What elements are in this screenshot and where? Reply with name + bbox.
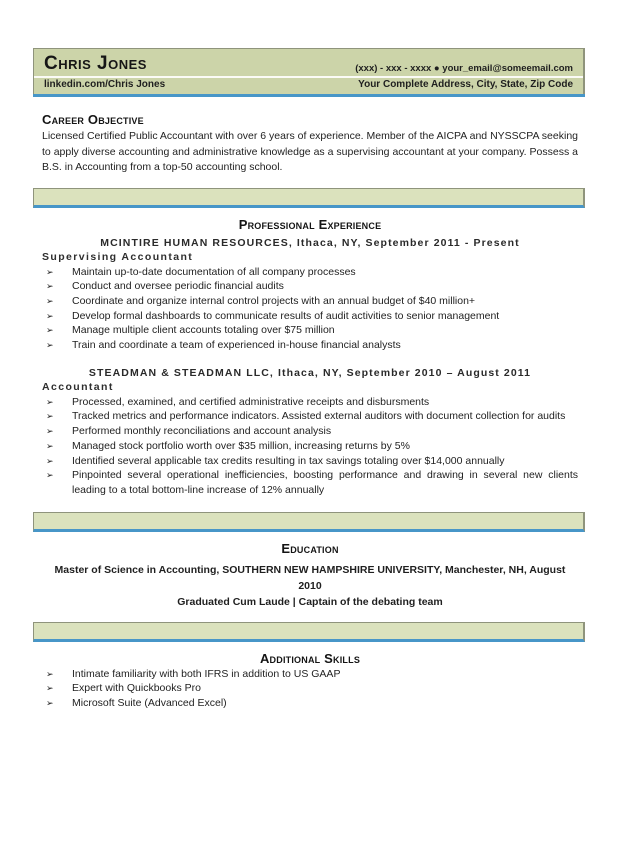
bullet-item <box>42 265 578 280</box>
bullet-item <box>42 681 578 696</box>
bullet-item <box>42 395 578 410</box>
bullet-text: Identified several applicable tax credits resulting in tax savings totaling over $14,000 annually <box>72 454 505 467</box>
bullet-item <box>42 468 578 497</box>
objective-paragraph: Licensed Certified Public Accountant with over 6 years of experience. Member of the AICPA and NYSSCPA seeking to apply diverse accounting and administrative knowledge as a supervising accountant at your company. Possess a B.S. in Accounting from a top-50 accounting school. <box>42 130 578 173</box>
bullet-item <box>42 439 578 454</box>
bullet-text: Processed, examined, and certified administrative receipts and disbursments <box>72 395 430 408</box>
header-underline <box>33 94 585 97</box>
section-divider-bar-1 <box>33 188 585 208</box>
arrow-bullet-icon: ➢ <box>46 295 54 306</box>
bullet-item <box>42 424 578 439</box>
bullet-text: Managed stock portfolio worth over $35 million, increasing returns by 5% <box>72 439 410 452</box>
education-degree-line: Master of Science in Accounting, SOUTHERN NEW HAMPSHIRE UNIVERSITY, Manchester, NH, August 2010 <box>54 563 566 592</box>
arrow-bullet-icon: ➢ <box>46 440 54 451</box>
arrow-bullet-icon: ➢ <box>46 668 54 679</box>
arrow-bullet-icon: ➢ <box>46 426 54 437</box>
education-honors-line: Graduated Cum Laude | Captain of the debating team <box>177 595 443 608</box>
section-divider-bar-3 <box>33 622 585 642</box>
bullet-item <box>42 409 578 424</box>
bullet-text: Coordinate and organize internal control projects with an annual budget of $40 million+ <box>72 294 476 307</box>
section-heading-education: Education <box>281 540 339 556</box>
arrow-bullet-icon: ➢ <box>46 340 54 351</box>
arrow-bullet-icon: ➢ <box>46 470 54 481</box>
job-role-supervising-accountant: Supervising Accountant <box>42 250 194 263</box>
bullet-text: Pinpointed several operational inefficiencies, boosting performance and drawing in several new clients leading to a total bottom-line increase of 12% annually <box>72 469 578 496</box>
resume-page <box>0 48 620 848</box>
arrow-bullet-icon: ➢ <box>46 325 54 336</box>
bullet-text: Maintain up-to-date documentation of all company processes <box>72 265 356 278</box>
header <box>33 48 585 94</box>
bullet-item <box>42 323 578 338</box>
arrow-bullet-icon: ➢ <box>46 698 54 709</box>
bullet-text: Microsoft Suite (Advanced Excel) <box>72 697 227 710</box>
address-text: Your Complete Address, City, State, Zip Code <box>358 79 573 90</box>
bullet-item <box>42 696 578 711</box>
person-name: Chris Jones <box>44 53 147 74</box>
bullet-list-job-1 <box>42 265 578 353</box>
section-divider-bar-2 <box>33 512 585 532</box>
arrow-bullet-icon: ➢ <box>46 310 54 321</box>
bullet-text: Performed monthly reconciliations and account analysis <box>72 425 332 438</box>
arrow-bullet-icon: ➢ <box>46 266 54 277</box>
bullet-text: Train and coordinate a team of experienced in-house financial analysts <box>72 339 401 352</box>
bullet-list-job-2 <box>42 395 578 498</box>
bullet-item <box>42 338 578 353</box>
arrow-bullet-icon: ➢ <box>46 683 54 694</box>
linkedin-text: linkedin.com/Chris Jones <box>44 79 166 90</box>
bullet-item <box>42 294 578 309</box>
bullet-list-skills <box>42 667 578 711</box>
company-line-mcintire: MCINTIRE HUMAN RESOURCES, Ithaca, NY, September 2011 - Present <box>100 236 520 249</box>
phone-email-text: (xxx) - xxx - xxxx ● your_email@someemail.com <box>355 62 573 74</box>
bullet-text: Conduct and oversee periodic financial audits <box>72 280 284 293</box>
company-line-steadman: STEADMAN & STEADMAN LLC, Ithaca, NY, September 2010 – August 2011 <box>88 366 532 379</box>
header-row-top <box>44 49 573 76</box>
section-heading-professional-experience: Professional Experience <box>238 216 382 232</box>
bullet-item <box>42 309 578 324</box>
bullet-text: Expert with Quickbooks Pro <box>72 682 201 695</box>
bullet-item <box>42 279 578 294</box>
arrow-bullet-icon: ➢ <box>46 411 54 422</box>
bullet-text: Develop formal dashboards to communicate results of audit activities to senior management <box>72 309 500 322</box>
bullet-item <box>42 667 578 682</box>
header-row-bottom <box>44 78 573 94</box>
bullet-text: Tracked metrics and performance indicators. Assisted external auditors with document collection for audits <box>72 410 566 423</box>
arrow-bullet-icon: ➢ <box>46 455 54 466</box>
bullet-item <box>42 454 578 469</box>
job-role-accountant: Accountant <box>42 380 114 393</box>
arrow-bullet-icon: ➢ <box>46 396 54 407</box>
arrow-bullet-icon: ➢ <box>46 281 54 292</box>
bullet-text: Intimate familiarity with both IFRS in addition to US GAAP <box>72 667 341 680</box>
bullet-text: Manage multiple client accounts totaling over $75 million <box>72 324 335 337</box>
section-heading-additional-skills: Additional Skills <box>259 650 361 666</box>
section-heading-career-objective: Career Objective <box>42 112 144 127</box>
